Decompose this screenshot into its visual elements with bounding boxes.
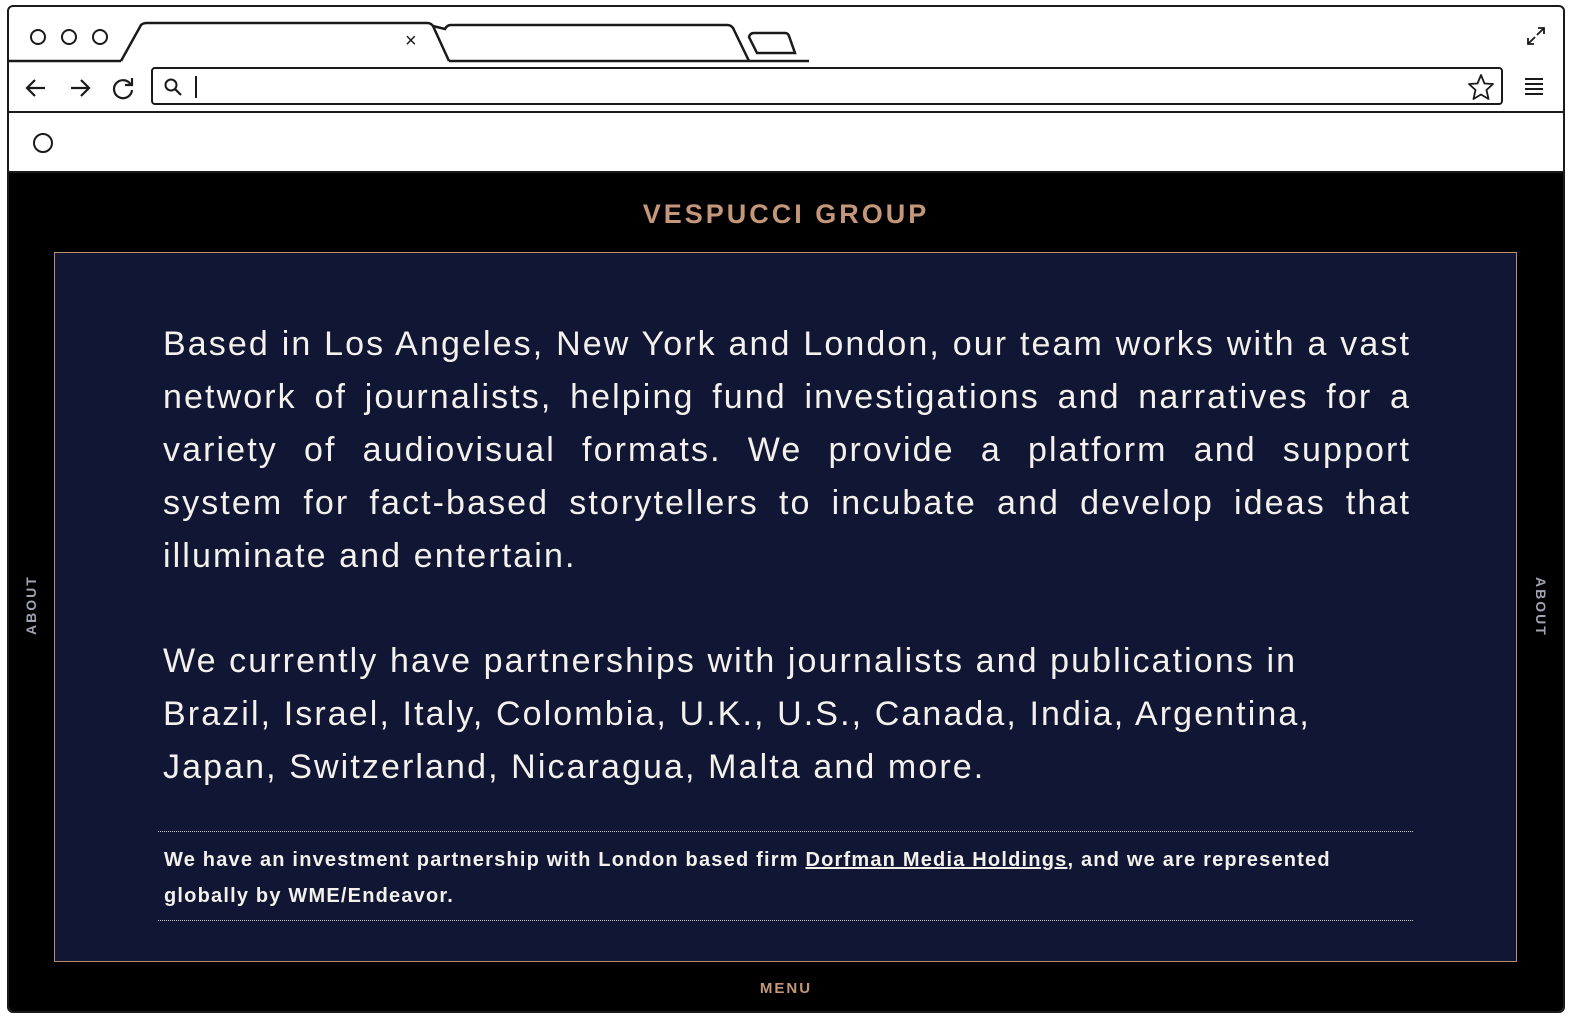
browser-toolbar xyxy=(9,61,1563,113)
about-paragraph-2: We currently have partnerships with journalists and publications in Brazil, Israel, Italy, Colombia, U.K., U.S., Canada, India, Argentina, Japan, Switzerland, Nicaragua, Malta and more. xyxy=(163,642,1311,786)
reload-icon[interactable] xyxy=(110,75,136,101)
tab-close-icon[interactable]: × xyxy=(405,30,417,52)
partnership-note-text xyxy=(164,842,1408,914)
bookmark-star-icon[interactable] xyxy=(1467,73,1495,101)
fullscreen-icon[interactable] xyxy=(1525,25,1547,47)
hamburger-menu-icon[interactable] xyxy=(1523,75,1545,97)
bookmarks-bar xyxy=(9,113,1563,173)
tab-bar xyxy=(9,7,1563,63)
note-text-before: We have an investment partnership with London based firm xyxy=(164,849,806,871)
active-tab xyxy=(121,23,449,61)
bookmark-circle-icon[interactable] xyxy=(33,133,53,153)
menu-button[interactable]: MENU xyxy=(759,980,813,997)
address-bar[interactable] xyxy=(151,67,1503,105)
note-text-after: , and we are represented globally by WME/Endeavor. xyxy=(164,849,1331,907)
new-tab-button xyxy=(749,33,795,53)
partnership-note xyxy=(158,831,1413,921)
about-paragraph-1: Based in Los Angeles, New York and London, our team works with a vast network of journalists, helping fund investigations and narratives for a variety of audiovisual formats. We provide a platform and support system for fact-based storytellers to incubate and develop ideas that illuminate and entertain. xyxy=(163,325,1411,575)
site-brand-title[interactable]: VESPUCCI GROUP xyxy=(642,199,930,229)
back-arrow-icon[interactable] xyxy=(23,75,49,101)
about-panel xyxy=(54,252,1517,962)
site-viewport xyxy=(9,173,1563,1011)
side-nav-about-right[interactable]: ABOUT xyxy=(1533,577,1549,637)
text-caret xyxy=(195,76,197,98)
side-nav-about-left[interactable]: ABOUT xyxy=(23,575,39,635)
forward-arrow-icon[interactable] xyxy=(67,75,93,101)
dorfman-media-link[interactable]: Dorfman Media Holdings xyxy=(805,849,1068,871)
inactive-tab xyxy=(433,25,749,61)
browser-window xyxy=(7,5,1565,1013)
search-icon xyxy=(163,77,183,97)
